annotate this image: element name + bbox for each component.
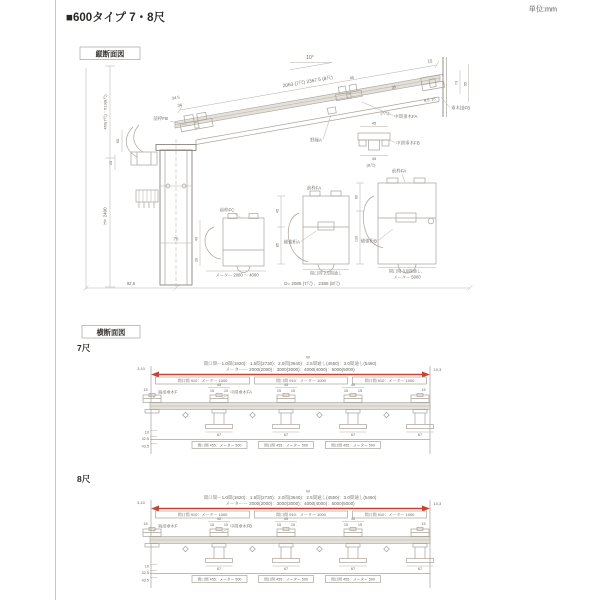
gutter-elbow xyxy=(131,152,157,165)
nobuchi-clip xyxy=(327,107,336,114)
dim-15-top: 15 xyxy=(427,58,433,64)
label-front-frame-fc: 前枠FC xyxy=(219,207,235,213)
dim-45: 45 xyxy=(371,156,377,161)
label-w: W xyxy=(306,354,310,360)
dim-10-3: 10,3 xyxy=(433,367,442,372)
label-mid-rafter-fa: 中間垂木FA xyxy=(394,114,418,119)
segment-455-label: 間口間 455：メーター 500 xyxy=(331,577,375,582)
section-label: 縦断面図 xyxy=(95,49,125,59)
dim-43-5: 43.5 xyxy=(141,578,149,583)
label-mid-rafter-fb: 中間垂木FB xyxy=(396,140,420,146)
svg-text:45: 45 xyxy=(350,517,356,521)
dim-3-10: 3,10 xyxy=(137,500,145,505)
dim-span-2-5: 間口間 2.5間通し xyxy=(309,270,343,276)
dim-32-5: 32.5 xyxy=(141,570,149,575)
svg-text:67: 67 xyxy=(283,567,289,571)
dim-meter-2000-4000: メーター 2000 〜 4000 xyxy=(215,272,259,278)
dim-45: 45 xyxy=(349,74,355,81)
label-mid-rafter: 中間垂木FA xyxy=(230,389,252,395)
dim-10: 10 xyxy=(144,564,149,569)
dim-60: 60 xyxy=(115,138,120,144)
dim-92-5: 92.5 xyxy=(126,281,136,286)
svg-text:15: 15 xyxy=(276,523,282,527)
svg-text:15: 15 xyxy=(223,523,229,527)
svg-text:45: 45 xyxy=(216,383,222,387)
svg-text:45: 45 xyxy=(283,517,289,521)
section-label: 横断面図 xyxy=(96,328,126,337)
dim-45: 45 xyxy=(371,120,377,126)
variant-label-7shaku: 7尺 xyxy=(77,343,91,353)
cross-section-8shaku xyxy=(137,489,442,589)
label-front-frame-fb: 前枠FB xyxy=(153,116,168,121)
variant-label-8shaku: 8尺 xyxy=(77,474,91,484)
page-title: ■600タイプ 7・8尺 xyxy=(66,12,166,24)
dim-73: 73 xyxy=(454,80,459,86)
svg-text:15: 15 xyxy=(209,389,215,393)
dim-40: 40 xyxy=(194,236,199,242)
dim-span-3-0: 間口間 3.0間通し、 xyxy=(388,268,426,274)
svg-text:67: 67 xyxy=(216,567,222,571)
label-nobuchi-a: 野縁A xyxy=(309,137,322,143)
front-frame-fa-girder-a-detail xyxy=(276,185,350,277)
dim-8-5-15: 8.5, 15 xyxy=(423,97,436,103)
dim-overall-depth: D= 2085 (7尺) 、2385 (8尺) xyxy=(284,281,340,286)
dim-85: 85 xyxy=(275,242,280,248)
front-frame-fa-girder-b-detail xyxy=(355,168,437,281)
svg-text:67: 67 xyxy=(417,567,423,571)
dim-15: 15 xyxy=(143,388,148,392)
segment-455-label: 間口間 455：メーター 500 xyxy=(264,443,308,448)
dim-35: 35 xyxy=(391,84,397,90)
svg-text:67: 67 xyxy=(350,567,356,571)
segment-455-label: 間口間 455：メーター 500 xyxy=(264,577,308,582)
svg-text:67: 67 xyxy=(350,433,356,437)
svg-text:15: 15 xyxy=(276,389,282,393)
label-rafter-hanger: 垂木掛FB xyxy=(451,105,471,111)
svg-text:15: 15 xyxy=(209,523,215,527)
dim-slope-length: 2063 (7尺) 2367.5 (8尺) xyxy=(282,75,334,90)
dim-20: 20 xyxy=(194,257,199,263)
svg-text:45: 45 xyxy=(216,517,222,521)
svg-text:15: 15 xyxy=(357,389,363,393)
dim-34: 34 xyxy=(177,102,183,108)
dim-70: 70 xyxy=(173,236,179,242)
dim-meter-5000: メーター 5000 xyxy=(393,274,421,280)
label-girder-b: 補強桁B xyxy=(360,238,377,244)
segment-910-label: 間口間 910：メーター 1000 xyxy=(364,378,415,384)
dim-15: 15 xyxy=(421,522,426,526)
dim-3-10: 3,10 xyxy=(137,366,145,371)
segment-455-label: 間口間 455：メーター 500 xyxy=(197,577,242,582)
dim-34-5: 34.5 xyxy=(171,94,181,101)
dim-widths-ken: 間口間ー1.0間(1820)：1.5間(2730)：2.0間(3640)：2.5間通し(4550)：3.0間通し(5460) xyxy=(203,361,377,366)
label-edge-rafter: 端部垂木F xyxy=(158,523,178,529)
label-edge-rafter: 端部垂木F xyxy=(158,389,178,395)
dim-20: 20 xyxy=(108,160,113,166)
svg-text:67: 67 xyxy=(283,433,289,437)
svg-text:15: 15 xyxy=(343,389,349,393)
svg-text:15: 15 xyxy=(290,389,296,393)
segment-910-label: 間口間 910：メーター 1000 xyxy=(276,512,326,518)
svg-text:67: 67 xyxy=(417,433,423,437)
mid-rafter-fb-section xyxy=(358,133,390,150)
dim-left-height: 460(7尺)・513(8尺) xyxy=(102,94,108,130)
svg-text:67: 67 xyxy=(216,433,222,437)
dim-95: 95 xyxy=(463,81,468,87)
dim-60: 60 xyxy=(354,194,359,200)
unit-label: 単位:mm xyxy=(528,4,557,14)
dim-15: 15 xyxy=(421,388,426,392)
segment-910-label: 間口間 910：メーター 1000 xyxy=(276,378,326,384)
dim-widths-ken: 間口間ー1.0間(1820)：1.5間(2730)：2.0間(3640)：2.5間通し(4550)：3.0間通し(5460) xyxy=(203,495,377,500)
segment-910-label: 間口間 910：メーター 1000 xyxy=(177,512,228,518)
cross-section-7shaku xyxy=(137,355,442,455)
dim-slope-angle: 10° xyxy=(306,55,314,61)
label-w: W xyxy=(306,488,310,494)
dim-45: 45 xyxy=(275,208,280,214)
svg-text:15: 15 xyxy=(290,523,296,527)
label-girder-a: 補強桁A xyxy=(283,239,300,245)
dim-height: H= 2400 xyxy=(102,207,108,225)
label-front-frame-fa: 前枠FA xyxy=(391,168,407,174)
dim-10-3: 10,3 xyxy=(433,501,442,506)
dim-43-5: 43.5 xyxy=(141,444,149,449)
segment-910-label: 間口間 910：メーター 1000 xyxy=(364,512,415,518)
label-7shaku: (7尺) xyxy=(380,110,390,116)
dim-15: 15 xyxy=(143,522,148,526)
dim-120: 120 xyxy=(354,235,359,243)
dim-widths-meter: メーターー 2000(2000)：3000(3000)：4000(4000)：5000(5000) xyxy=(225,366,355,372)
dim-32-5: 32.5 xyxy=(141,436,149,441)
longitudinal-section xyxy=(80,47,473,291)
segment-910-label: 間口間 910：メーター 1000 xyxy=(177,378,228,384)
dim-widths-meter: メーターー 2000(2000)：3000(3000)：4000(4000)：5000(5000) xyxy=(225,500,355,506)
post-profile xyxy=(136,139,196,288)
label-8shaku: (8尺) xyxy=(366,162,376,168)
svg-text:45: 45 xyxy=(283,383,289,387)
svg-text:15: 15 xyxy=(223,389,229,393)
gutter-curve xyxy=(126,127,137,157)
label-mid-rafter: 中間垂木FB xyxy=(230,523,253,529)
label-front-frame-fa: 前枠FA xyxy=(306,185,322,191)
front-frame-fc-detail xyxy=(195,207,267,279)
svg-text:45: 45 xyxy=(350,383,356,387)
segment-455-label: 間口間 455：メーター 500 xyxy=(331,443,375,448)
svg-text:15: 15 xyxy=(357,523,363,527)
svg-text:15: 15 xyxy=(343,523,349,527)
segment-455-label: 間口間 455：メーター 500 xyxy=(197,443,242,448)
dim-10: 10 xyxy=(144,430,149,435)
